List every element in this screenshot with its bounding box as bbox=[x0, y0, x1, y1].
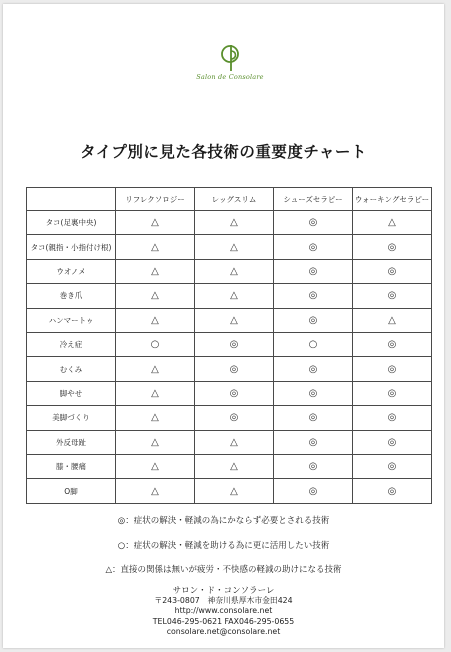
rating-cell: ◎ bbox=[195, 381, 274, 405]
rating-cell: ○ bbox=[116, 333, 195, 357]
rating-cell: △ bbox=[195, 259, 274, 283]
rating-cell: ◎ bbox=[353, 284, 432, 308]
row-label: 脚やせ bbox=[27, 381, 116, 405]
table-row bbox=[27, 430, 432, 454]
legend-triangle: △：直接の関係は無いが疲労・不快感の軽減の助けになる技術 bbox=[105, 565, 342, 575]
rating-cell: ◎ bbox=[274, 430, 353, 454]
footer-address: 〒243-0807 神奈川県厚木市金田424 bbox=[154, 596, 293, 606]
row-label: むくみ bbox=[27, 357, 116, 381]
footer-phone: TEL046-295-0621 FAX046-295-0655 bbox=[152, 616, 295, 626]
table-row bbox=[27, 333, 432, 357]
rating-cell: △ bbox=[195, 211, 274, 235]
footer-url-link[interactable]: http://www.consolare.net bbox=[174, 606, 273, 616]
rating-cell: △ bbox=[116, 479, 195, 504]
rating-cell: ◎ bbox=[274, 455, 353, 479]
footer-email-link[interactable]: consolare.net@consolare.net bbox=[166, 626, 281, 636]
row-label: ウオノメ bbox=[27, 259, 116, 283]
rating-cell: △ bbox=[116, 381, 195, 405]
rating-cell: △ bbox=[116, 235, 195, 259]
footer-salon-name: サロン・ド・コンソラーレ bbox=[172, 586, 275, 596]
rating-cell: △ bbox=[195, 235, 274, 259]
column-header-walking-therapy: ウォーキングセラピー bbox=[353, 188, 432, 211]
rating-cell: ◎ bbox=[274, 406, 353, 430]
table-row bbox=[27, 357, 432, 381]
rating-cell: △ bbox=[116, 357, 195, 381]
rating-cell: △ bbox=[116, 455, 195, 479]
rating-cell: △ bbox=[116, 308, 195, 332]
rating-cell: △ bbox=[195, 479, 274, 504]
table-row bbox=[27, 381, 432, 405]
rating-cell: ◎ bbox=[353, 381, 432, 405]
rating-cell: ◎ bbox=[274, 284, 353, 308]
row-label: 美脚づくり bbox=[27, 406, 116, 430]
rating-cell: ◎ bbox=[195, 357, 274, 381]
column-header-reflexology: リフレクソロジー bbox=[116, 188, 195, 211]
rating-cell: △ bbox=[195, 430, 274, 454]
row-label: タコ(足裏中央) bbox=[27, 211, 116, 235]
table-row bbox=[27, 235, 432, 259]
legend-circle: ○：症状の解決・軽減を助ける為に更に活用したい技術 bbox=[117, 541, 330, 551]
logo-mark-icon bbox=[217, 42, 243, 72]
page-title: タイプ別に見た各技術の重要度チャート bbox=[80, 143, 367, 161]
rating-cell: ◎ bbox=[353, 430, 432, 454]
column-header-shoes-therapy: シューズセラピー bbox=[274, 188, 353, 211]
table-row bbox=[27, 406, 432, 430]
rating-cell: ◎ bbox=[353, 259, 432, 283]
table-row bbox=[27, 308, 432, 332]
rating-cell: ◎ bbox=[353, 479, 432, 504]
contact-footer bbox=[3, 586, 444, 637]
row-label: 冷え症 bbox=[27, 333, 116, 357]
rating-cell: ◎ bbox=[274, 357, 353, 381]
rating-cell: △ bbox=[116, 211, 195, 235]
rating-cell: △ bbox=[116, 430, 195, 454]
rating-cell: ◎ bbox=[195, 333, 274, 357]
rating-cell: ◎ bbox=[274, 235, 353, 259]
table-row bbox=[27, 259, 432, 283]
legend-double-circle: ◎：症状の解決・軽減の為にかならず必要とされる技術 bbox=[117, 516, 330, 526]
importance-chart-table bbox=[26, 187, 432, 504]
row-label: 外反母趾 bbox=[27, 430, 116, 454]
logo bbox=[195, 42, 265, 88]
rating-cell: ◎ bbox=[274, 211, 353, 235]
column-header-leg-slim: レッグスリム bbox=[195, 188, 274, 211]
rating-cell: ◎ bbox=[195, 406, 274, 430]
rating-cell: ◎ bbox=[353, 333, 432, 357]
rating-cell: ◎ bbox=[274, 259, 353, 283]
logo-text: Salon de Consolare bbox=[196, 73, 264, 81]
rating-cell: ○ bbox=[274, 333, 353, 357]
rating-cell: ◎ bbox=[353, 455, 432, 479]
rating-cell: ◎ bbox=[353, 357, 432, 381]
rating-cell: △ bbox=[195, 284, 274, 308]
rating-cell: △ bbox=[353, 308, 432, 332]
table-row bbox=[27, 284, 432, 308]
rating-cell: △ bbox=[353, 211, 432, 235]
rating-cell: △ bbox=[195, 455, 274, 479]
row-label: ハンマートゥ bbox=[27, 308, 116, 332]
row-label: 膝・腰痛 bbox=[27, 455, 116, 479]
rating-cell: ◎ bbox=[274, 308, 353, 332]
rating-cell: ◎ bbox=[274, 381, 353, 405]
rating-cell: △ bbox=[116, 259, 195, 283]
rating-cell: ◎ bbox=[353, 235, 432, 259]
rating-cell: ◎ bbox=[274, 479, 353, 504]
column-header-corner bbox=[27, 188, 116, 211]
table-row bbox=[27, 211, 432, 235]
rating-cell: △ bbox=[116, 284, 195, 308]
row-label: タコ(親指・小指付け根) bbox=[27, 235, 116, 259]
table-body bbox=[27, 211, 432, 504]
row-label: O脚 bbox=[27, 479, 116, 504]
rating-cell: △ bbox=[116, 406, 195, 430]
rating-cell: △ bbox=[195, 308, 274, 332]
row-label: 巻き爪 bbox=[27, 284, 116, 308]
table-row bbox=[27, 455, 432, 479]
table-header-row bbox=[27, 188, 432, 211]
rating-cell: ◎ bbox=[353, 406, 432, 430]
table-row bbox=[27, 479, 432, 504]
document-page bbox=[3, 4, 444, 648]
